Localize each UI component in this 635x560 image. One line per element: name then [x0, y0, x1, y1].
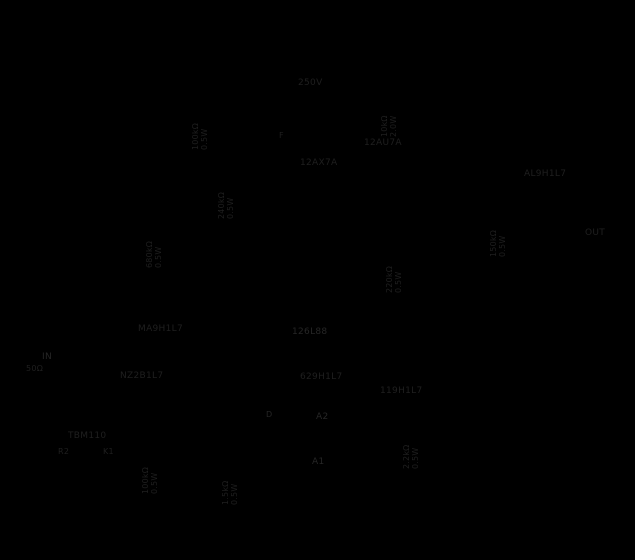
- part-right-label: AL9H1L7: [524, 169, 567, 179]
- resistor-rating-label: 0.5W: [200, 128, 209, 150]
- node-f-label: F: [279, 131, 284, 140]
- resistor-rating-label: 0.5W: [226, 197, 235, 219]
- resistor-value-label: 680kΩ: [145, 240, 154, 268]
- resistor-value-label: 100kΩ: [141, 466, 150, 494]
- node-a2-label: A2: [316, 412, 329, 422]
- resistor-value-label: 220kΩ: [385, 265, 394, 293]
- input-terminal-label: IN: [42, 352, 52, 362]
- resistor-value-label: 1.5kΩ: [221, 480, 230, 505]
- supply-voltage-label: 250V: [298, 78, 323, 88]
- resistor-column: [191, 123, 209, 150]
- resistor-column: [402, 445, 420, 469]
- resistor-rating-label: 0.5W: [230, 483, 239, 505]
- resistor-value-label: 100kΩ: [191, 122, 200, 150]
- node-r2-label: R2: [58, 447, 70, 456]
- resistor-rating-label: 0.5W: [411, 447, 420, 469]
- resistor-column: [145, 241, 163, 268]
- resistor-rating-label: 2.0W: [389, 115, 398, 137]
- resistor-value-label: 2.2kΩ: [402, 444, 411, 469]
- output-terminal-label: OUT: [585, 228, 606, 238]
- resistor-value-label: 10kΩ: [380, 115, 389, 137]
- resistor-column: [217, 192, 235, 219]
- resistor-value-label: 150kΩ: [489, 229, 498, 257]
- part-center-right-label: 119H1L7: [380, 386, 423, 396]
- part-center-top-label: 126L88: [292, 327, 328, 337]
- resistor-rating-label: 0.5W: [498, 235, 507, 257]
- part-center-mid-label: 629H1L7: [300, 372, 343, 382]
- resistor-column: [385, 266, 403, 293]
- part-left-upper-label: MA9H1L7: [138, 324, 183, 334]
- input-impedance-label: 50Ω: [26, 364, 44, 373]
- tube-v2-label: 12AU7A: [364, 138, 402, 148]
- node-k1-label: K1: [103, 447, 114, 456]
- resistor-rating-label: 0.5W: [150, 472, 159, 494]
- node-a1-label: A1: [312, 457, 325, 467]
- resistor-rating-label: 0.5W: [394, 271, 403, 293]
- part-left-lower-label: NZ2B1L7: [120, 371, 164, 381]
- part-bottom-left-label: TBM110: [68, 431, 107, 441]
- tube-v1-label: 12AX7A: [300, 158, 338, 168]
- resistor-rating-label: 0.5W: [154, 246, 163, 268]
- resistor-value-label: 240kΩ: [217, 191, 226, 219]
- resistor-column: [380, 115, 398, 137]
- resistor-column: [221, 481, 239, 505]
- resistor-column: [141, 467, 159, 494]
- resistor-column: [489, 230, 507, 257]
- node-d-label: D: [266, 410, 273, 419]
